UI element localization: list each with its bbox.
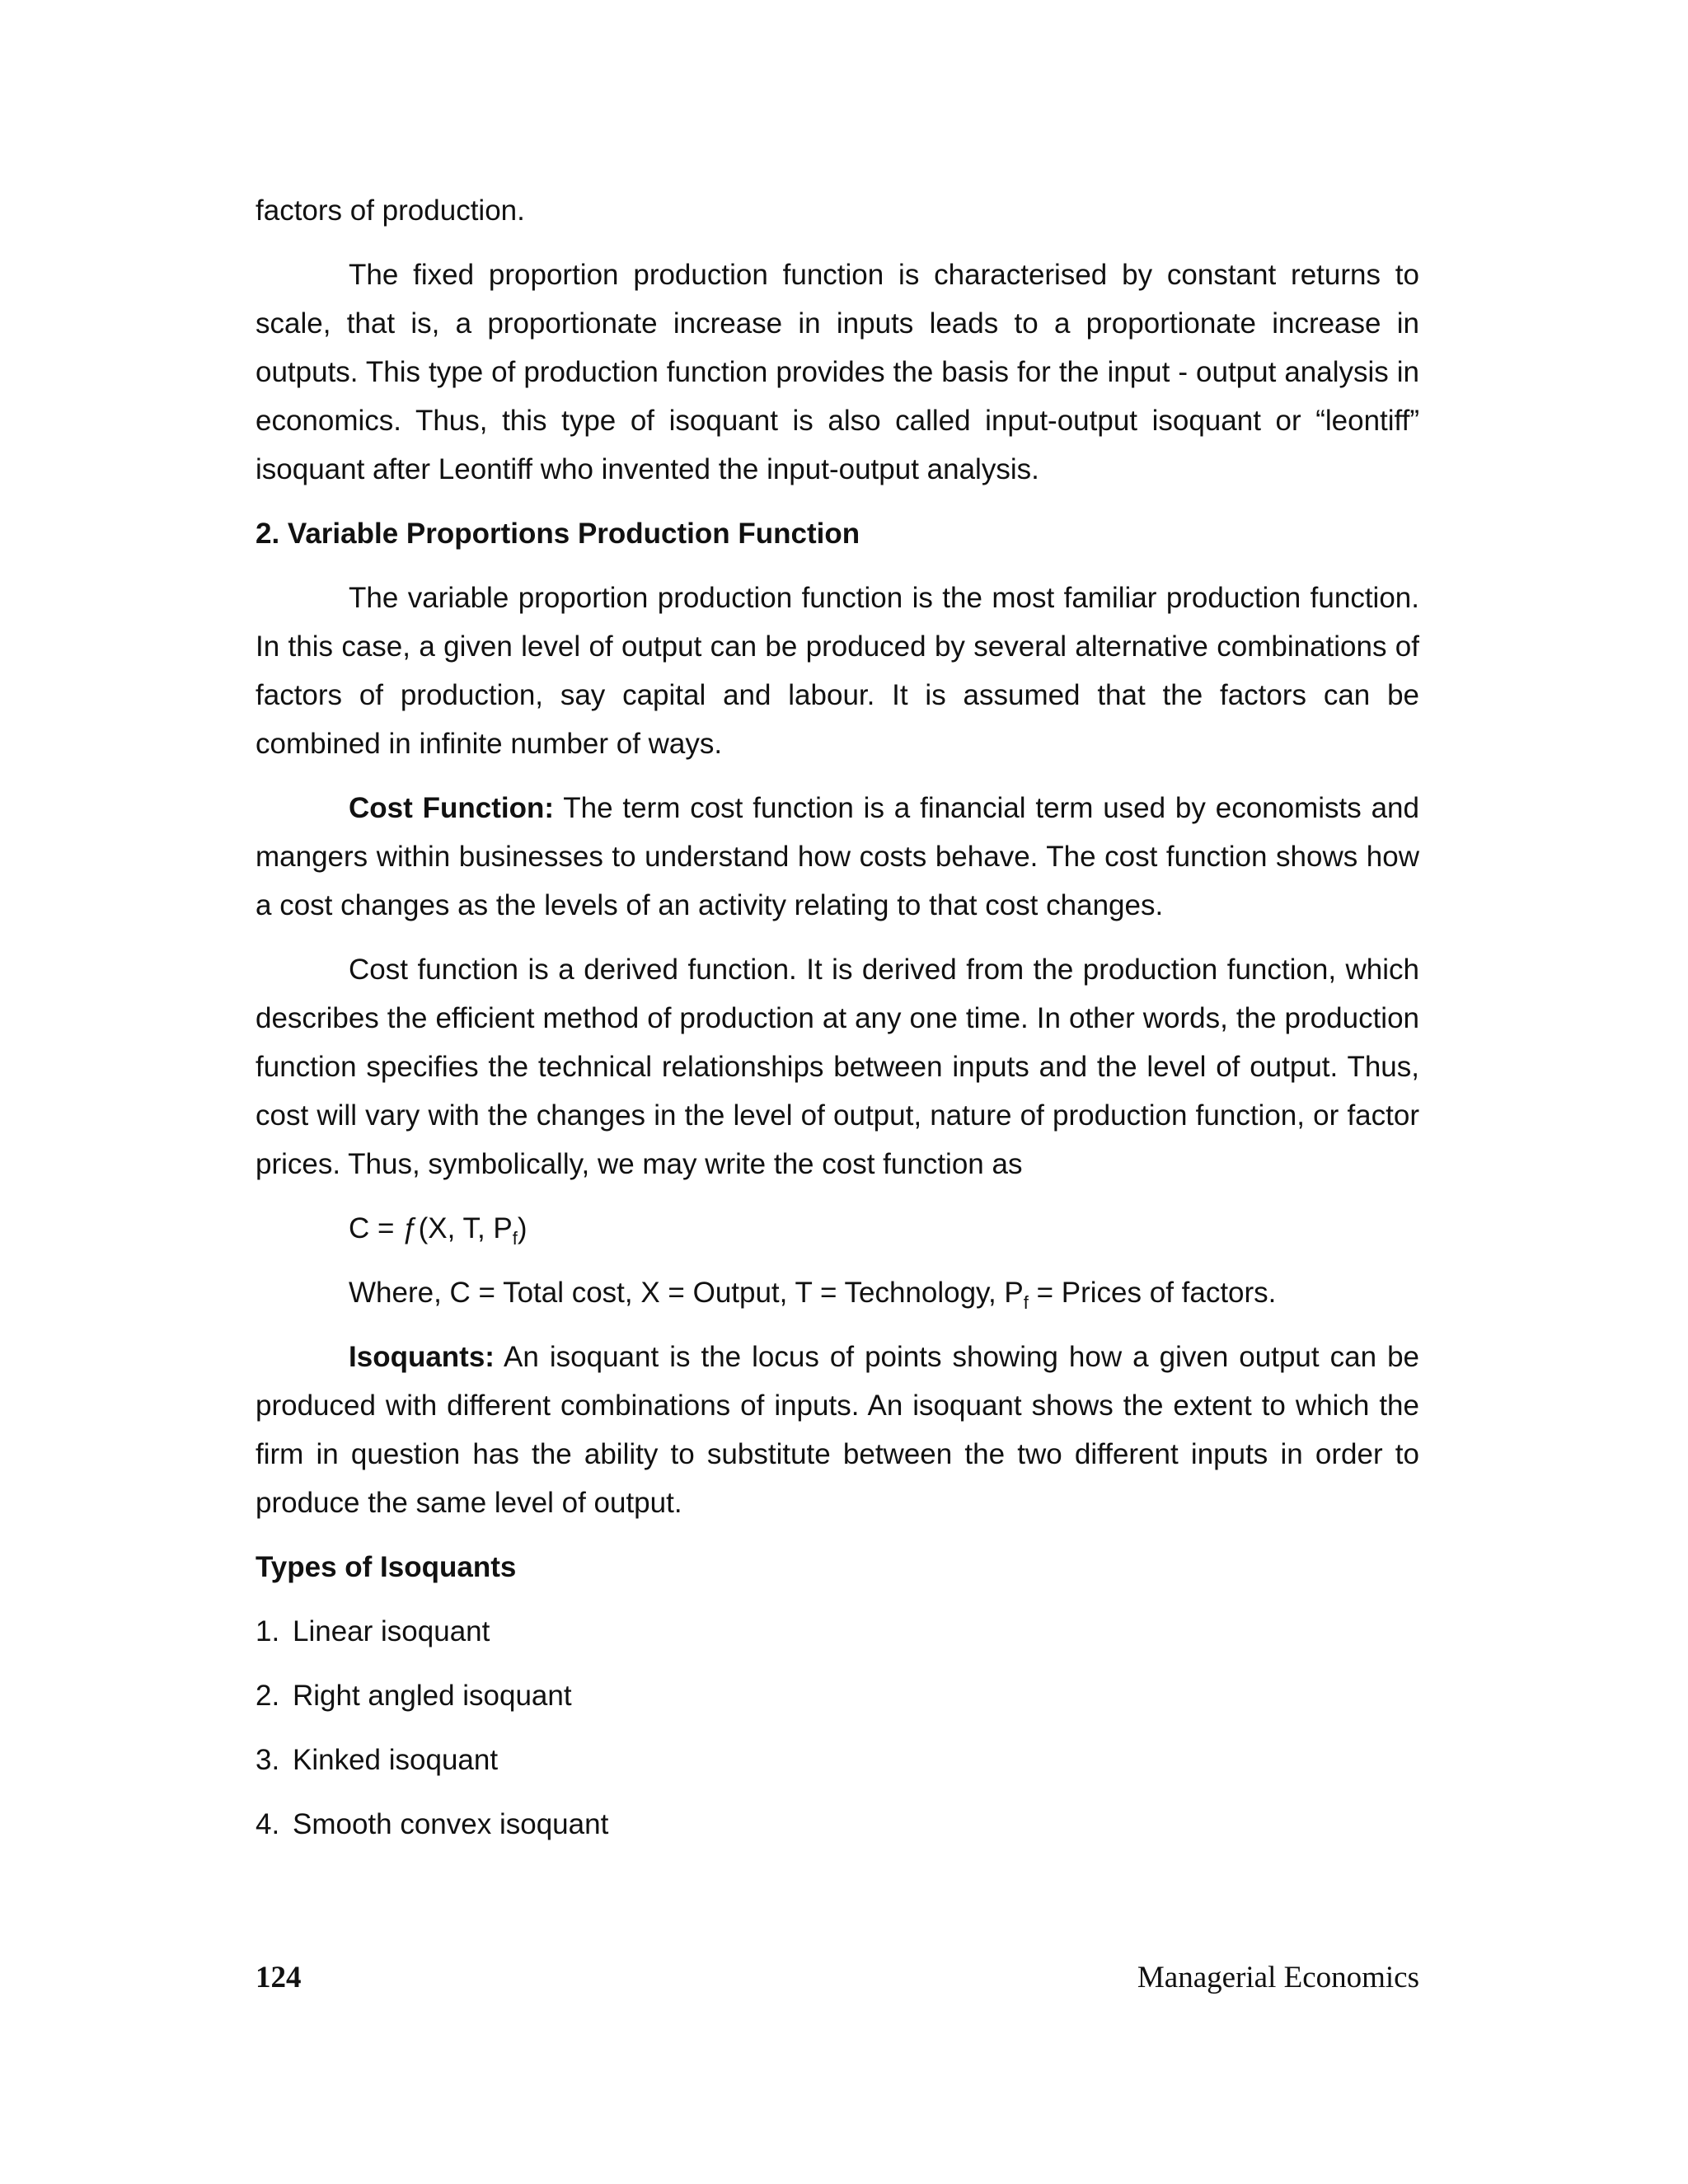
legend-subscript: f [1023,1292,1029,1313]
formula-text: C = ƒ(X, T, P [349,1212,513,1244]
formula-legend [256,1268,1419,1317]
paragraph-cost-function [256,784,1419,930]
list-item [256,1671,1419,1720]
paragraph-fixed-proportion: The fixed proportion production function is characterised by constant returns to scale, that is, a proportionate increase in inputs leads to a proportionate increase in outputs. This type of production function provides the basis for the input - output analysis in economics. Thus, this type of isoquant is also called input-output isoquant or “leontiff” isoquant after Leontiff who invented the input-output analysis. [256,259,1419,485]
paragraph-derived-function: Cost function is a derived function. It is derived from the production function, which describes the efficient method of production at any one time. In other words, the production function specifies the technical relationships between inputs and the level of output. Thus, cost will vary with the changes in the level of output, nature of production function, or factor prices. Thus, symbolically, we may write the cost function as [256,954,1419,1180]
legend-text: Where, C = Total cost, X = Output, T = Technology, P [349,1277,1024,1309]
heading-types-of-isoquants: Types of Isoquants [256,1551,517,1583]
isoquant-types-list [256,1607,1419,1849]
list-item-label: Right angled isoquant [293,1680,572,1712]
heading-variable-proportions: 2. Variable Proportions Production Function [256,518,860,550]
term-isoquants: Isoquants: [349,1341,495,1373]
list-item-label: Smooth convex isoquant [293,1808,609,1840]
book-title: Managerial Economics [1137,1961,1419,1994]
formula-close: ) [517,1212,528,1244]
page-number: 124 [256,1961,302,1994]
paragraph-isoquants [256,1333,1419,1527]
list-item-number: 4. [256,1808,280,1840]
page-body [256,186,1419,1864]
list-item [256,1736,1419,1784]
formula-subscript: f [512,1228,518,1249]
term-cost-function: Cost Function: [349,792,555,824]
legend-rest: = Prices of factors. [1028,1277,1277,1309]
list-item-label: Kinked isoquant [293,1744,499,1776]
isoquants-definition: An isoquant is the locus of points showing how a given output can be produced with different combinations of inputs. An isoquant shows the extent to which the firm in question has the ability to substitute between the two different inputs in order to produce the same level of output. [256,1341,1419,1519]
paragraph-factors: factors of production. [256,194,525,227]
list-item [256,1607,1419,1656]
cost-function-definition: The term cost function is a financial term used by economists and mangers within businesses to understand how costs behave. The cost function shows how a cost changes as the levels of an activity relating to that cost changes. [256,792,1419,921]
paragraph-variable-proportion: The variable proportion production function is the most familiar production function. In this case, a given level of output can be produced by several alternative combinations of factors of production, say capital and labour. It is assumed that the factors can be combined in infinite number of ways. [256,582,1419,760]
cost-formula [256,1204,1419,1253]
list-item-label: Linear isoquant [293,1615,490,1647]
list-item-number: 2. [256,1680,280,1712]
list-item-number: 3. [256,1744,280,1776]
list-item [256,1800,1419,1849]
list-item-number: 1. [256,1615,280,1647]
